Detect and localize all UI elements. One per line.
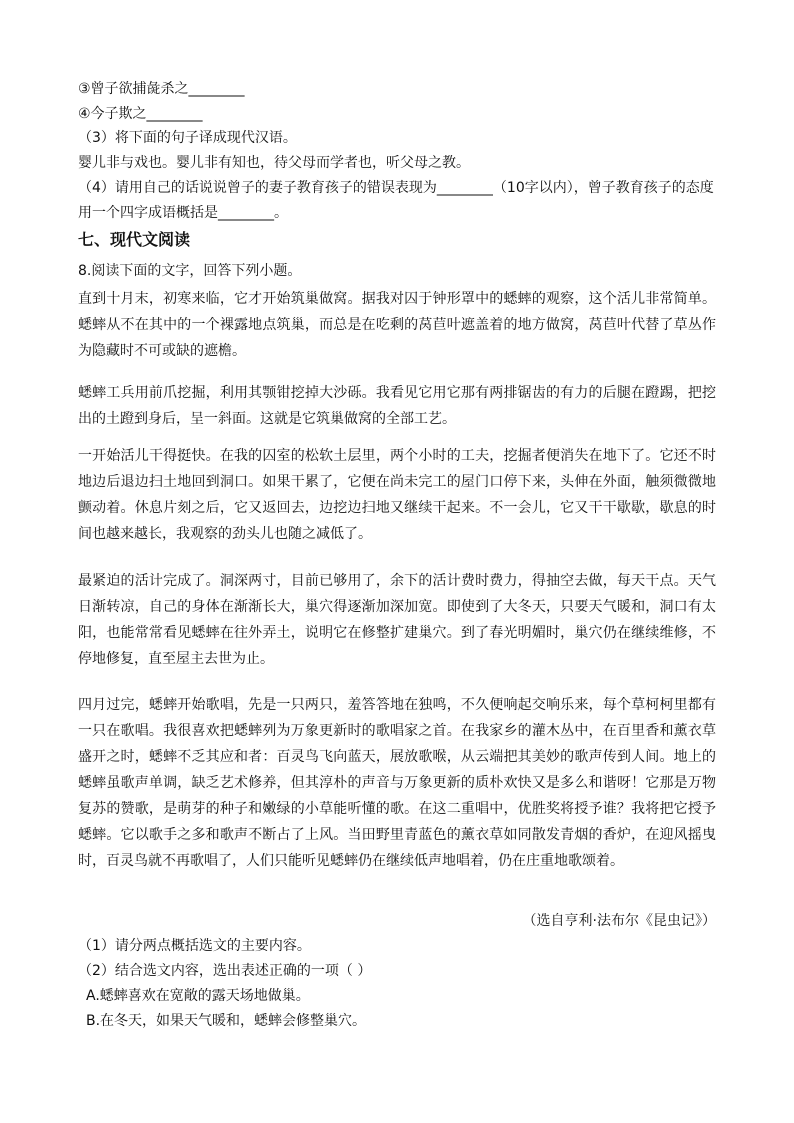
q8-paragraph-4: 最紧迫的活计完成了。洞深两寸，目前已够用了，余下的活计费时费力，得抽空去做，每天干点。天气日渐转凉，自己的身体在渐渐长大，巢穴得逐渐加深加宽。即使到了大冬天，只要天气暖和，洞口有太阳，也能常常看见蟋蟀在往外弄土，说明它在修整扩建巢穴。到了春光明媚时，巢穴仍在继续维修，不停地修复，直至屋主去世为止。 (78, 573, 716, 667)
q8-paragraph-3: 一开始活儿干得挺快。在我的囚室的松软土层里，两个小时的工夫，挖掘者便消失在地下了。它还不时地边后退边扫土地回到洞口。如果干累了，它便在尚未完工的屋门口停下来，头伸在外面，触须微微地颤动着。休息片刻之后，它又返回去，边挖边扫地又继续干起来。不一会儿，它又干干歇歇，歇息的时间也越来越长，我观察的劲头儿也随之减低了。 (78, 448, 716, 542)
q8-paragraph-1: 直到十月末，初寒来临，它才开始筑巢做窝。据我对囚于钟形罩中的蟋蟀的观察，这个活儿非常简单。蟋蟀从不在其中的一个裸露地点筑巢，而总是在吃剩的莴苣叶遮盖着的地方做窝，莴苣叶代替了草丛作为隐藏时不可或缺的遮檐。 (78, 291, 716, 359)
q8-source: （选自亨利·法布尔《昆虫记》） (522, 913, 716, 929)
q8-option-a: A.蟋蟀喜欢在宽敞的露天场地做巢。 (86, 988, 310, 1004)
q8-paragraph-5: 四月过完，蟋蟀开始歌唱，先是一只两只，羞答答地在独鸣，不久便响起交响乐来，每个草柯柯里都有一只在歌唱。我很喜欢把蟋蟀列为万象更新时的歌唱家之首。在我家乡的灌木丛中，在百里香和薰衣草盛开之时，蟋蟀不乏其应和者：百灵鸟飞向蓝天，展放歌喉，从云端把其美妙的歌声传到人间。地上的蟋蟀虽歌声单调，缺乏艺术修养，但其淳朴的声音与万象更新的质朴欢快又是多么和谐呀！它那是万物复苏的赞歌，是萌芽的种子和嫩绿的小草能听懂的歌。在这二重唱中，优胜奖将授予谁？我将把它授予蟋蟀。它以歌手之多和歌声不断占了上风。当田野里青蓝色的薰衣草如同散发青烟的香炉，在迎风摇曳时，百灵鸟就不再歌唱了，人们只能听见蟋蟀仍在继续低声地唱着，仍在庄重地歌颂着。 (78, 697, 716, 869)
q7-sub-question-3-text: 婴儿非与戏也。婴儿非有知也，待父母而学者也，听父母之教。 (78, 155, 470, 171)
q7-sub-question-4-line2: 用一个四字成语概括是________。 (78, 205, 288, 221)
q8-paragraph-2: 蟋蟀工兵用前爪挖掘，利用其颚钳挖掉大沙砾。我看见它用它那有两排锯齿的有力的后腿在蹬踢，把挖出的土蹬到身后，呈一斜面。这就是它筑巢做窝的全部工艺。 (78, 385, 716, 427)
q7-item-3: ③曾子欲捕彘杀之________ (78, 81, 245, 97)
q7-sub-question-4-line1: （4）请用自己的话说说曾子的妻子教育孩子的错误表现为________（10字以内），曾子教育孩子的态度 (78, 180, 714, 196)
q8-intro: 8.阅读下面的文字，回答下列小题。 (78, 263, 302, 279)
section-heading: 七、现代文阅读 (78, 230, 191, 249)
q8-sub-question-1: （1）请分两点概括选文的主要内容。 (78, 938, 311, 954)
q8-sub-question-2: （2）结合选文内容，选出表述正确的一项（ ） (78, 963, 372, 979)
q7-sub-question-3: （3）将下面的句子译成现代汉语。 (78, 130, 297, 146)
q7-item-4: ④今子欺之________ (78, 106, 203, 122)
q8-option-b: B.在冬天，如果天气暖和，蟋蟀会修整巢穴。 (86, 1013, 367, 1029)
